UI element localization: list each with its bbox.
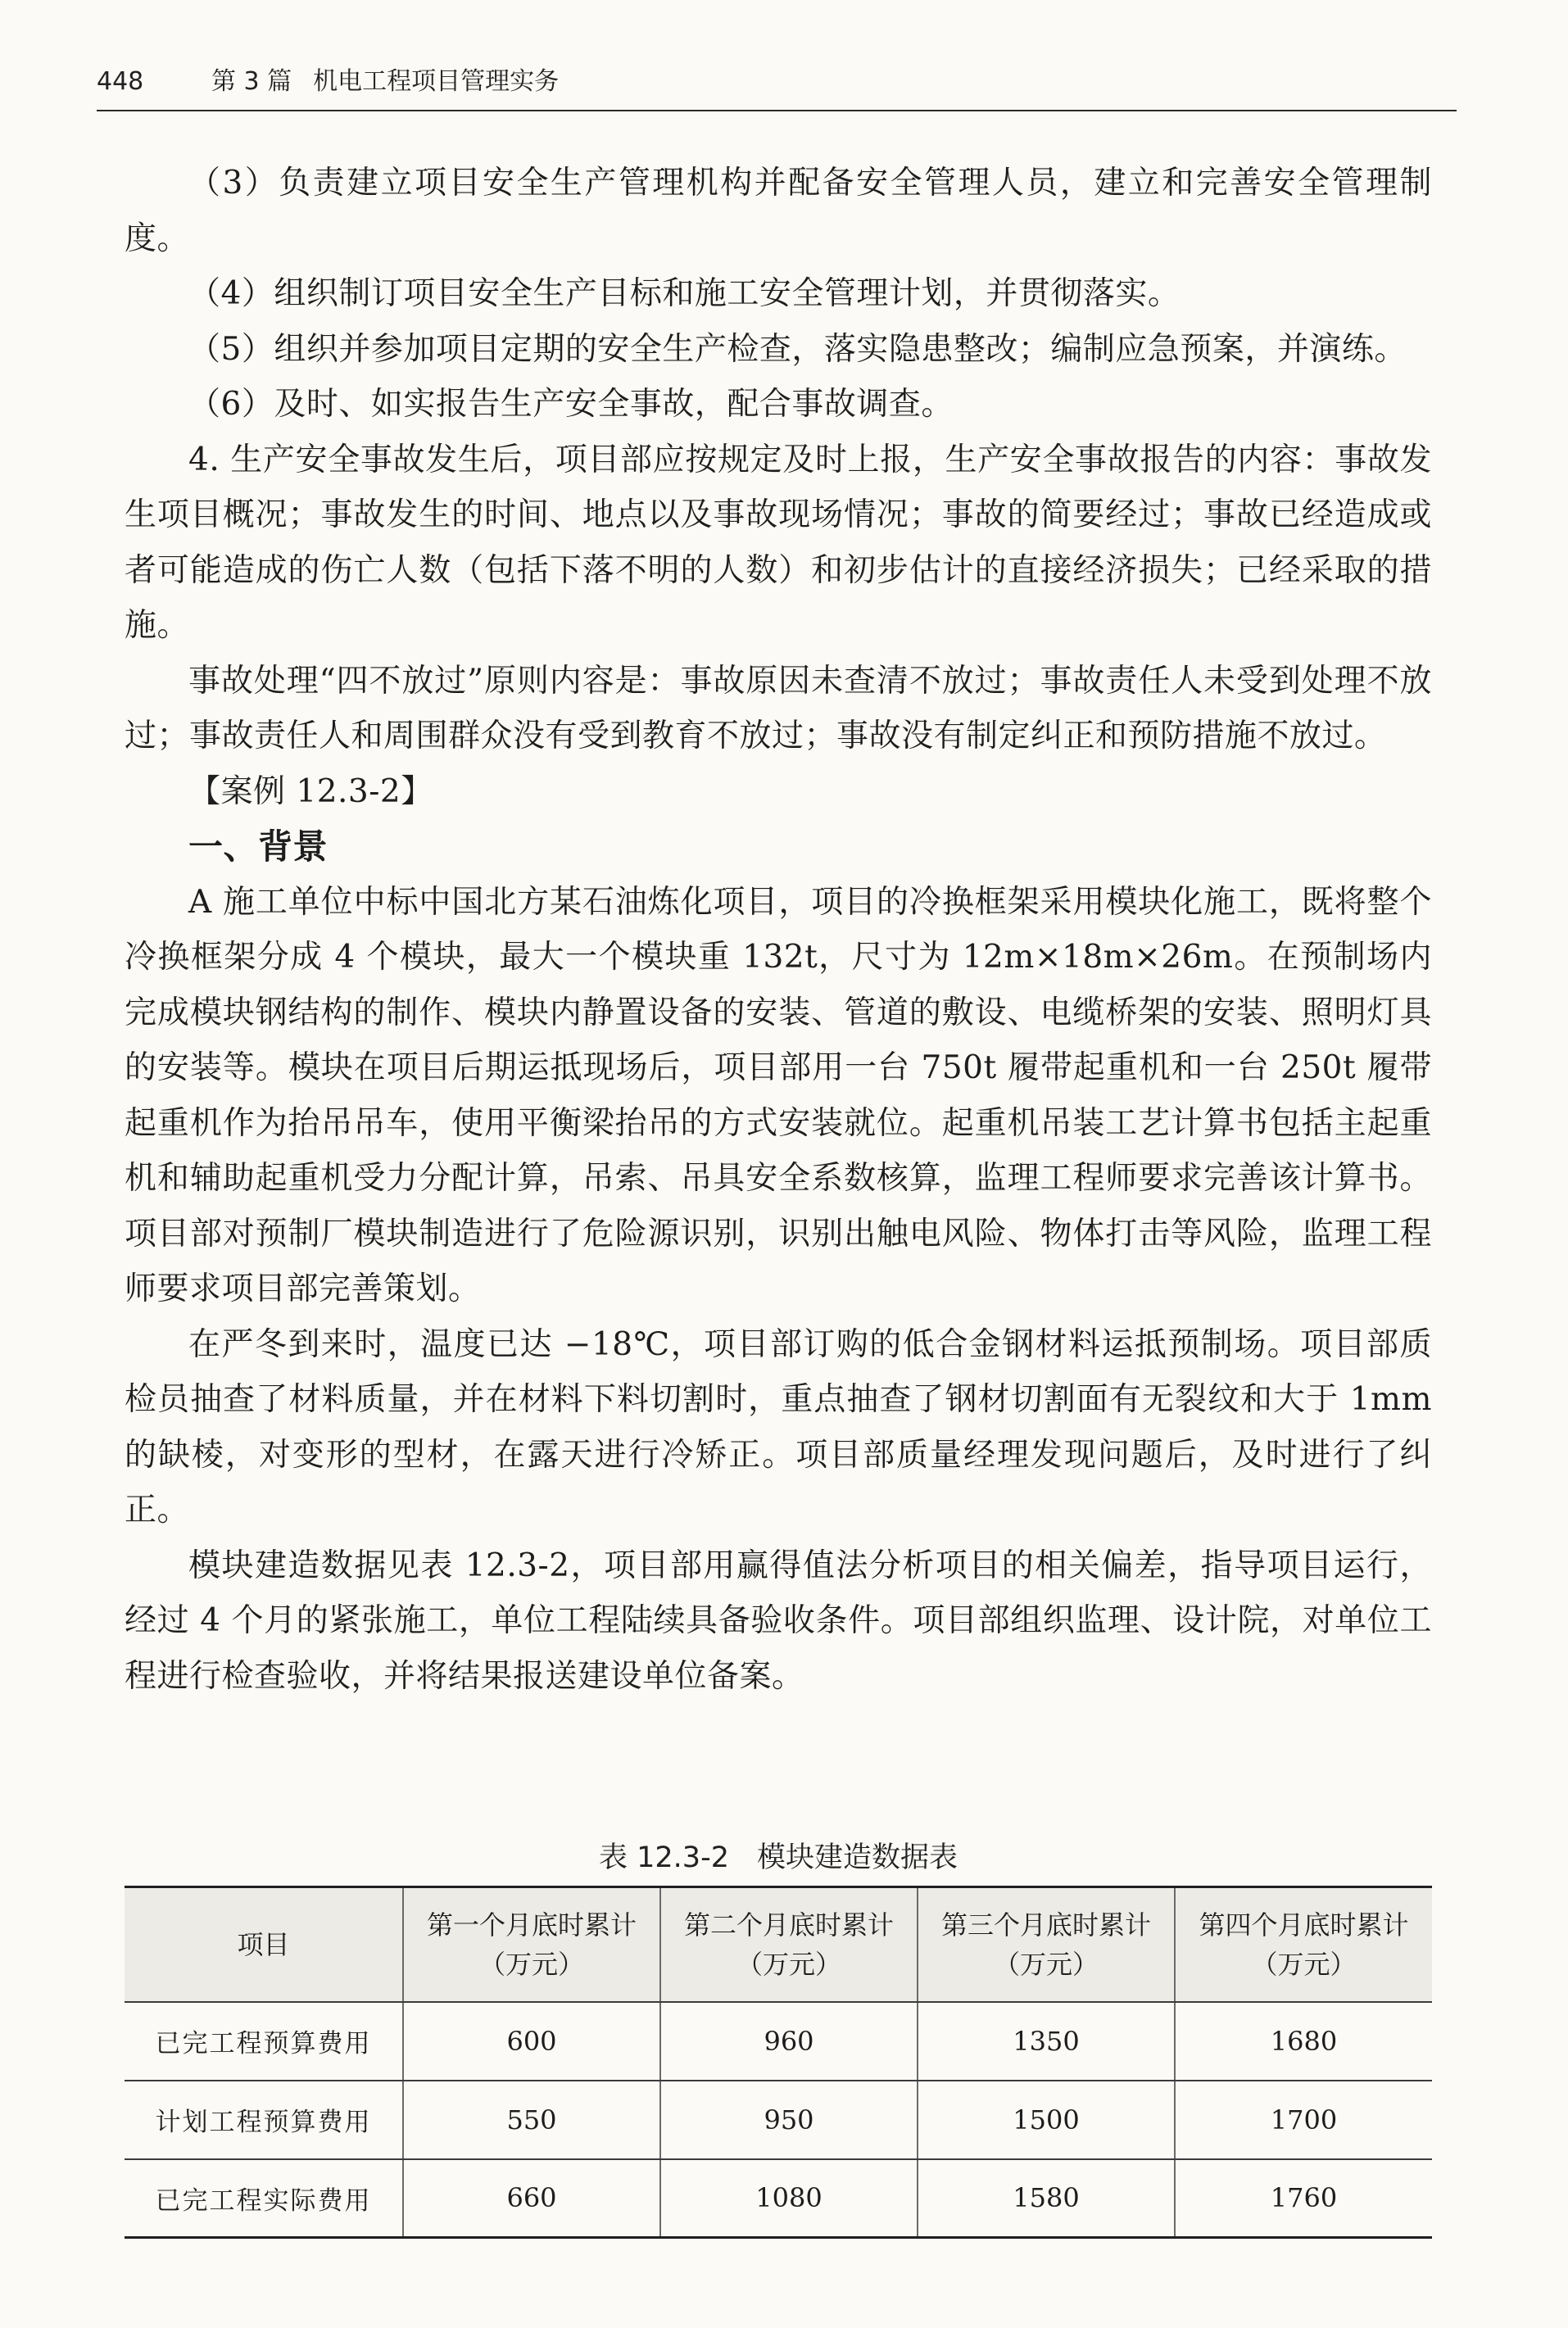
column-header: 项目 [125, 1887, 403, 2002]
table-cell: 1080 [660, 2159, 918, 2238]
paragraph: （6）及时、如实报告生产安全事故，配合事故调查。 [188, 386, 954, 423]
table-number: 表 12.3-2 [599, 1841, 729, 1874]
table-cell: 1700 [1175, 2081, 1432, 2159]
paragraph: 模块建造数据见表 12.3-2，项目部用赢得值法分析项目的相关偏差，指导项目运行，经过 4 个月的紧张施工，单位工程陆续具备验收条件。项目部组织监理、设计院，对单位工程进行检查验收，并将结果报送建设单位备案。 [125, 1547, 1432, 1695]
module-data-table [125, 1886, 1432, 2239]
table-row [125, 2002, 1432, 2081]
part-title: 机电工程项目管理实务 [313, 67, 560, 96]
column-header: 第三个月底时累计 （万元） [918, 1887, 1175, 2002]
part-label: 第 3 篇 [211, 67, 292, 96]
paragraph: （5）组织并参加项目定期的安全生产检查，落实隐患整改；编制应急预案，并演练。 [188, 330, 1407, 368]
running-header [97, 56, 1457, 108]
paragraph: （4）组织制订项目安全生产目标和施工安全管理计划，并贯彻落实。 [188, 275, 1181, 312]
header-rule [97, 110, 1457, 111]
table-row [125, 2081, 1432, 2159]
body-text [125, 156, 1432, 1704]
row-label: 已完工程预算费用 [125, 2002, 403, 2081]
column-header: 第四个月底时累计 （万元） [1175, 1887, 1432, 2002]
table-cell: 1580 [918, 2159, 1175, 2238]
table-cell: 1500 [918, 2081, 1175, 2159]
section-heading: 一、背景 [188, 827, 329, 867]
case-label: 【案例 12.3-2】 [188, 772, 433, 810]
paragraph: 事故处理“四不放过”原则内容是：事故原因未查清不放过；事故责任人未受到处理不放过；事故责任人和周围群众没有受到教育不放过；事故没有制定纠正和预防措施不放过。 [125, 662, 1432, 754]
table-cell: 1760 [1175, 2159, 1432, 2238]
paragraph: 4. 生产安全事故发生后，项目部应按规定及时上报，生产安全事故报告的内容：事故发生项目概况；事故发生的时间、地点以及事故现场情况；事故的简要经过；事故已经造成或者可能造成的伤亡人数（包括下落不明的人数）和初步估计的直接经济损失；已经采取的措施。 [125, 441, 1432, 644]
table-cell: 960 [660, 2002, 918, 2081]
table-cell: 1680 [1175, 2002, 1432, 2081]
table-row [125, 2159, 1432, 2238]
table-caption [125, 1833, 1432, 1882]
table-cell: 600 [403, 2002, 660, 2081]
table-cell: 550 [403, 2081, 660, 2159]
table-cell: 660 [403, 2159, 660, 2238]
paragraph: （3）负责建立项目安全生产管理机构并配备安全管理人员，建立和完善安全管理制度。 [125, 165, 1432, 257]
paragraph: A 施工单位中标中国北方某石油炼化项目，项目的冷换框架采用模块化施工，既将整个冷换框架分成 4 个模块，最大一个模块重 132t，尺寸为 12m×18m×26m。在预制场内完成模块钢结构的制作、模块内静置设备的安装、管道的敷设、电缆桥架的安装、照明灯具的安装等。模块在项目后期运抵现场后，项目部用一台 750t 履带起重机和一台 250t 履带起重机作为抬吊吊车，使用平衡梁抬吊的方式安装就位。起重机吊装工艺计算书包括主起重机和辅助起重机受力分配计算，吊索、吊具安全系数核算，监理工程师要求完善该计算书。项目部对预制厂模块制造进行了危险源识别，识别出触电风险、物体打击等风险，监理工程师要求项目部完善策划。 [125, 883, 1432, 1307]
table-cell: 950 [660, 2081, 918, 2159]
table-title: 模块建造数据表 [756, 1841, 958, 1874]
table-header-row [125, 1887, 1432, 2002]
row-label: 计划工程预算费用 [125, 2081, 403, 2159]
row-label: 已完工程实际费用 [125, 2159, 403, 2238]
column-header: 第二个月底时累计 （万元） [660, 1887, 918, 2002]
paragraph: 在严冬到来时，温度已达 −18℃，项目部订购的低合金钢材料运抵预制场。项目部质检员抽查了材料质量，并在材料下料切割时，重点抽查了钢材切割面有无裂纹和大于 1mm 的缺棱，对变形的型材，在露天进行冷矫正。项目部质量经理发现问题后，及时进行了纠正。 [125, 1325, 1432, 1529]
column-header: 第一个月底时累计 （万元） [403, 1887, 660, 2002]
table-cell: 1350 [918, 2002, 1175, 2081]
page-number: 448 [97, 67, 144, 96]
